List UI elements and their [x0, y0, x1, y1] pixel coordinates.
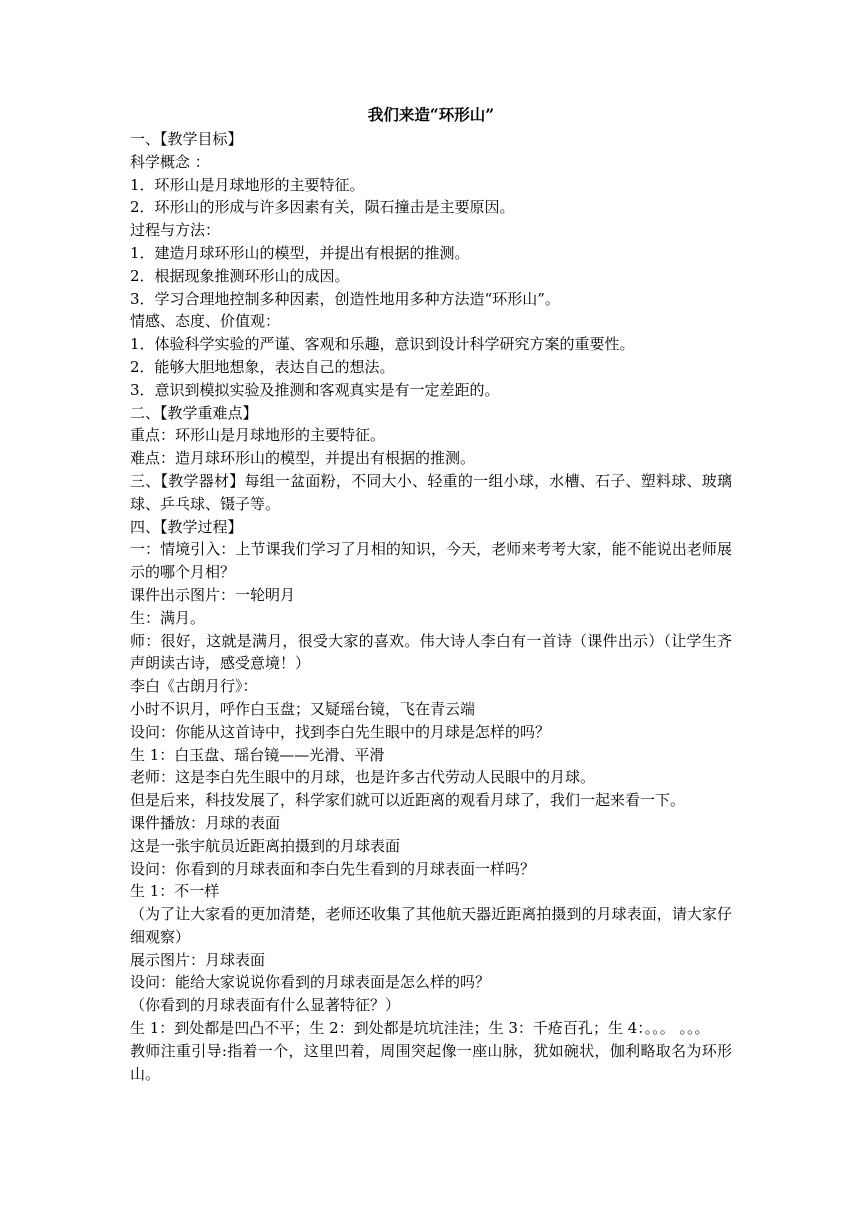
- paragraph-line: （为了让大家看的更加清楚，老师还收集了其他航天器近距离拍摄到的月球表面，请大家仔细观察）: [130, 905, 732, 946]
- paragraph-line: 生：满月。: [130, 608, 206, 627]
- paragraph-line: 李白《古朗月行》：: [130, 677, 258, 696]
- paragraph-line: 3．学习合理地控制多种因素，创造性地用多种方法造“环形山”。: [130, 289, 560, 308]
- section-heading-key-points: 二、【教学重难点】: [130, 403, 258, 422]
- paragraph-line: 教师注重引导:指着一个，这里凹着，周围突起像一座山脉，犹如碗状，伽利略取名为环形山。: [130, 1041, 732, 1083]
- paragraph-line: 课件播放：月球的表面: [130, 813, 281, 832]
- document-title: 我们来造“环形山”: [367, 105, 495, 124]
- paragraph-line: 1．环形山是月球地形的主要特征。: [130, 175, 365, 194]
- section-materials: 三、【教学器材】每组一盆面粉，不同大小、轻重的一组小球，水槽、石子、塑料球、玻璃球、乒乓球、镊子等。: [130, 471, 732, 513]
- paragraph-line: 过程与方法：: [130, 221, 221, 240]
- paragraph-line: 难点：造月球环形山的模型，并提出有根据的推测。: [130, 449, 476, 468]
- paragraph-line: 生 1：白玉盘、瑶台镜——光滑、平滑: [130, 745, 385, 764]
- paragraph-line: 2．能够大胆地想象，表达自己的想法。: [130, 357, 395, 376]
- paragraph-line: 生 1：不一样: [130, 882, 220, 901]
- paragraph-line: 这是一张宇航员近距离拍摄到的月球表面: [130, 836, 401, 855]
- paragraph-line: 3．意识到模拟实验及推测和客观真实是有一定差距的。: [130, 380, 500, 399]
- paragraph-line: 课件出示图片：一轮明月: [130, 585, 296, 604]
- paragraph-line: 老师：这是李白先生眼中的月球，也是许多古代劳动人民眼中的月球。: [130, 768, 596, 787]
- paragraph-line: 但是后来，科技发展了，科学家们就可以近距离的观看月球了，我们一起来看一下。: [130, 791, 686, 810]
- paragraph-line: 情感、态度、价值观：: [130, 312, 281, 331]
- paragraph-line: 2．根据现象推测环形山的成因。: [130, 266, 350, 285]
- paragraph-line: 2．环形山的形成与许多因素有关，陨石撞击是主要原因。: [130, 198, 515, 217]
- section-heading-objectives: 一、【教学目标】: [130, 130, 243, 148]
- document-body: [130, 128, 732, 1085]
- paragraph-line: 生 1：到处都是凹凸不平；生 2：到处都是坑坑洼洼；生 3：千疮百孔；生 4：。。。 。。。: [130, 1019, 710, 1038]
- paragraph-line: 科学概念 ：: [130, 152, 210, 171]
- paragraph-line: 1．建造月球环形山的模型，并提出有根据的推测。: [130, 243, 470, 262]
- paragraph-line: 一：情境引入：上节课我们学习了月相的知识，今天，老师来考考大家，能不能说出老师展示的哪个月相？: [130, 540, 732, 582]
- paragraph-line: 重点：环形山是月球地形的主要特征。: [130, 426, 386, 445]
- paragraph-line: 设问：你能从这首诗中，找到李白先生眼中的月球是怎样的吗？: [130, 722, 551, 741]
- document-page: [130, 104, 732, 1085]
- poem-line: 小时不识月，呼作白玉盘；又疑瑶台镜，飞在青云端: [130, 699, 476, 718]
- paragraph-line: 展示图片：月球表面: [130, 950, 266, 969]
- paragraph-line: 设问：能给大家说说你看到的月球表面是怎么样的吗？: [130, 973, 491, 992]
- paragraph-line: （你看到的月球表面有什么显著特征？）: [130, 996, 401, 1015]
- paragraph-line: 1．体验科学实验的严谨、客观和乐趣，意识到设计科学研究方案的重要性。: [130, 335, 635, 354]
- paragraph-line: 师：很好，这就是满月，很受大家的喜欢。伟大诗人李白有一首诗（课件出示）（让学生齐声朗读古诗，感受意境！）: [130, 631, 732, 673]
- paragraph-line: 设问：你看到的月球表面和李白先生看到的月球表面一样吗？: [130, 859, 536, 878]
- section-heading-process: 四、【教学过程】: [130, 517, 243, 536]
